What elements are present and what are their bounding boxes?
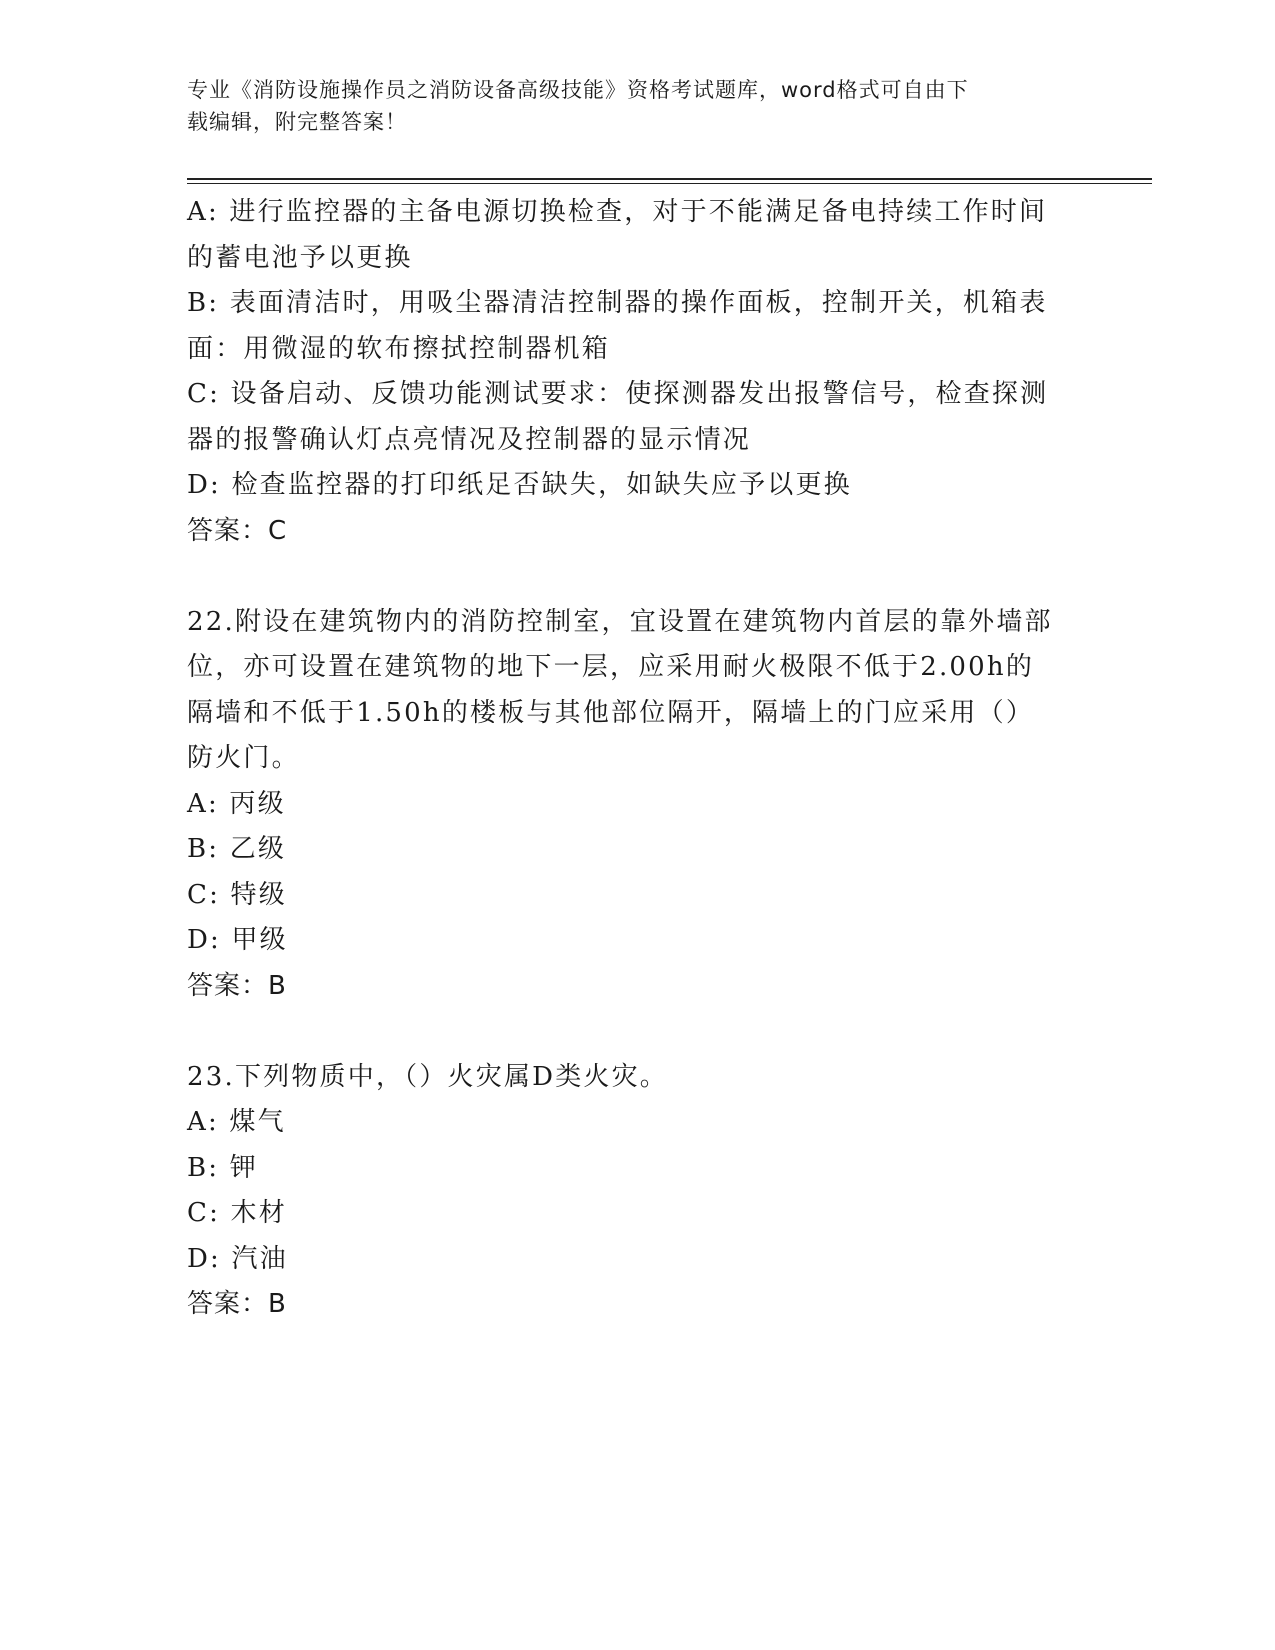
- document-header: [187, 74, 1067, 138]
- spacer: [187, 554, 1087, 600]
- question-content: [187, 190, 1087, 1328]
- q21-option-c-line-1: C: 设备启动、反馈功能测试要求：使探测器发出报警信号，检查探测: [187, 379, 1049, 409]
- q22-stem-line-4: 防火门。: [187, 743, 300, 773]
- question-23: [187, 1055, 1087, 1328]
- header-line-2: 载编辑，附完整答案！: [187, 110, 407, 134]
- q23-answer: 答案：B: [187, 1289, 287, 1319]
- q22-option-d: D: 甲级: [187, 925, 288, 955]
- q22-stem-line-2: 位，亦可设置在建筑物的地下一层，应采用耐火极限不低于2.00h的: [187, 652, 1035, 682]
- question-22: [187, 600, 1087, 1010]
- q21-option-b-line-2: 面：用微湿的软布擦拭控制器机箱: [187, 333, 611, 364]
- spacer: [187, 1009, 1087, 1055]
- q22-stem-line-3: 隔墙和不低于1.50h的楼板与其他部位隔开，隔墙上的门应采用（）: [187, 697, 1035, 728]
- q21-option-c-line-2: 器的报警确认灯点亮情况及控制器的显示情况: [187, 424, 752, 455]
- q21-option-d: D: 检查监控器的打印纸足否缺失，如缺失应予以更换: [187, 470, 852, 500]
- q21-option-a-line-2: 的蓄电池予以更换: [187, 242, 413, 273]
- question-21: [187, 190, 1087, 554]
- q22-option-b: B: 乙级: [187, 834, 287, 864]
- q22-answer: 答案：B: [187, 970, 287, 1001]
- header-line-1: 专业《消防设施操作员之消防设备高级技能》资格考试题库，word格式可自由下: [187, 78, 969, 102]
- q21-answer: 答案：C: [187, 515, 288, 546]
- header-divider-thick: [187, 178, 1152, 180]
- q21-option-a-line-1: A: 进行监控器的主备电源切换检查，对于不能满足备电持续工作时间: [187, 197, 1048, 227]
- header-divider-thin: [187, 183, 1152, 184]
- q23-option-b: B: 钾: [187, 1152, 258, 1183]
- q22-option-a: A: 丙级: [187, 788, 286, 819]
- q23-option-c: C: 木材: [187, 1198, 287, 1228]
- q23-option-d: D: 汽油: [187, 1243, 288, 1274]
- q23-option-a: A: 煤气: [187, 1107, 286, 1137]
- q23-stem-line-1: 23.下列物质中，（）火灾属D类火灾。: [187, 1061, 668, 1092]
- q21-option-b-line-1: B: 表面清洁时，用吸尘器清洁控制器的操作面板，控制开关，机箱表: [187, 288, 1048, 318]
- q22-option-c: C: 特级: [187, 879, 287, 910]
- q22-stem-line-1: 22.附设在建筑物内的消防控制室，宜设置在建筑物内首层的靠外墙部: [187, 606, 1053, 637]
